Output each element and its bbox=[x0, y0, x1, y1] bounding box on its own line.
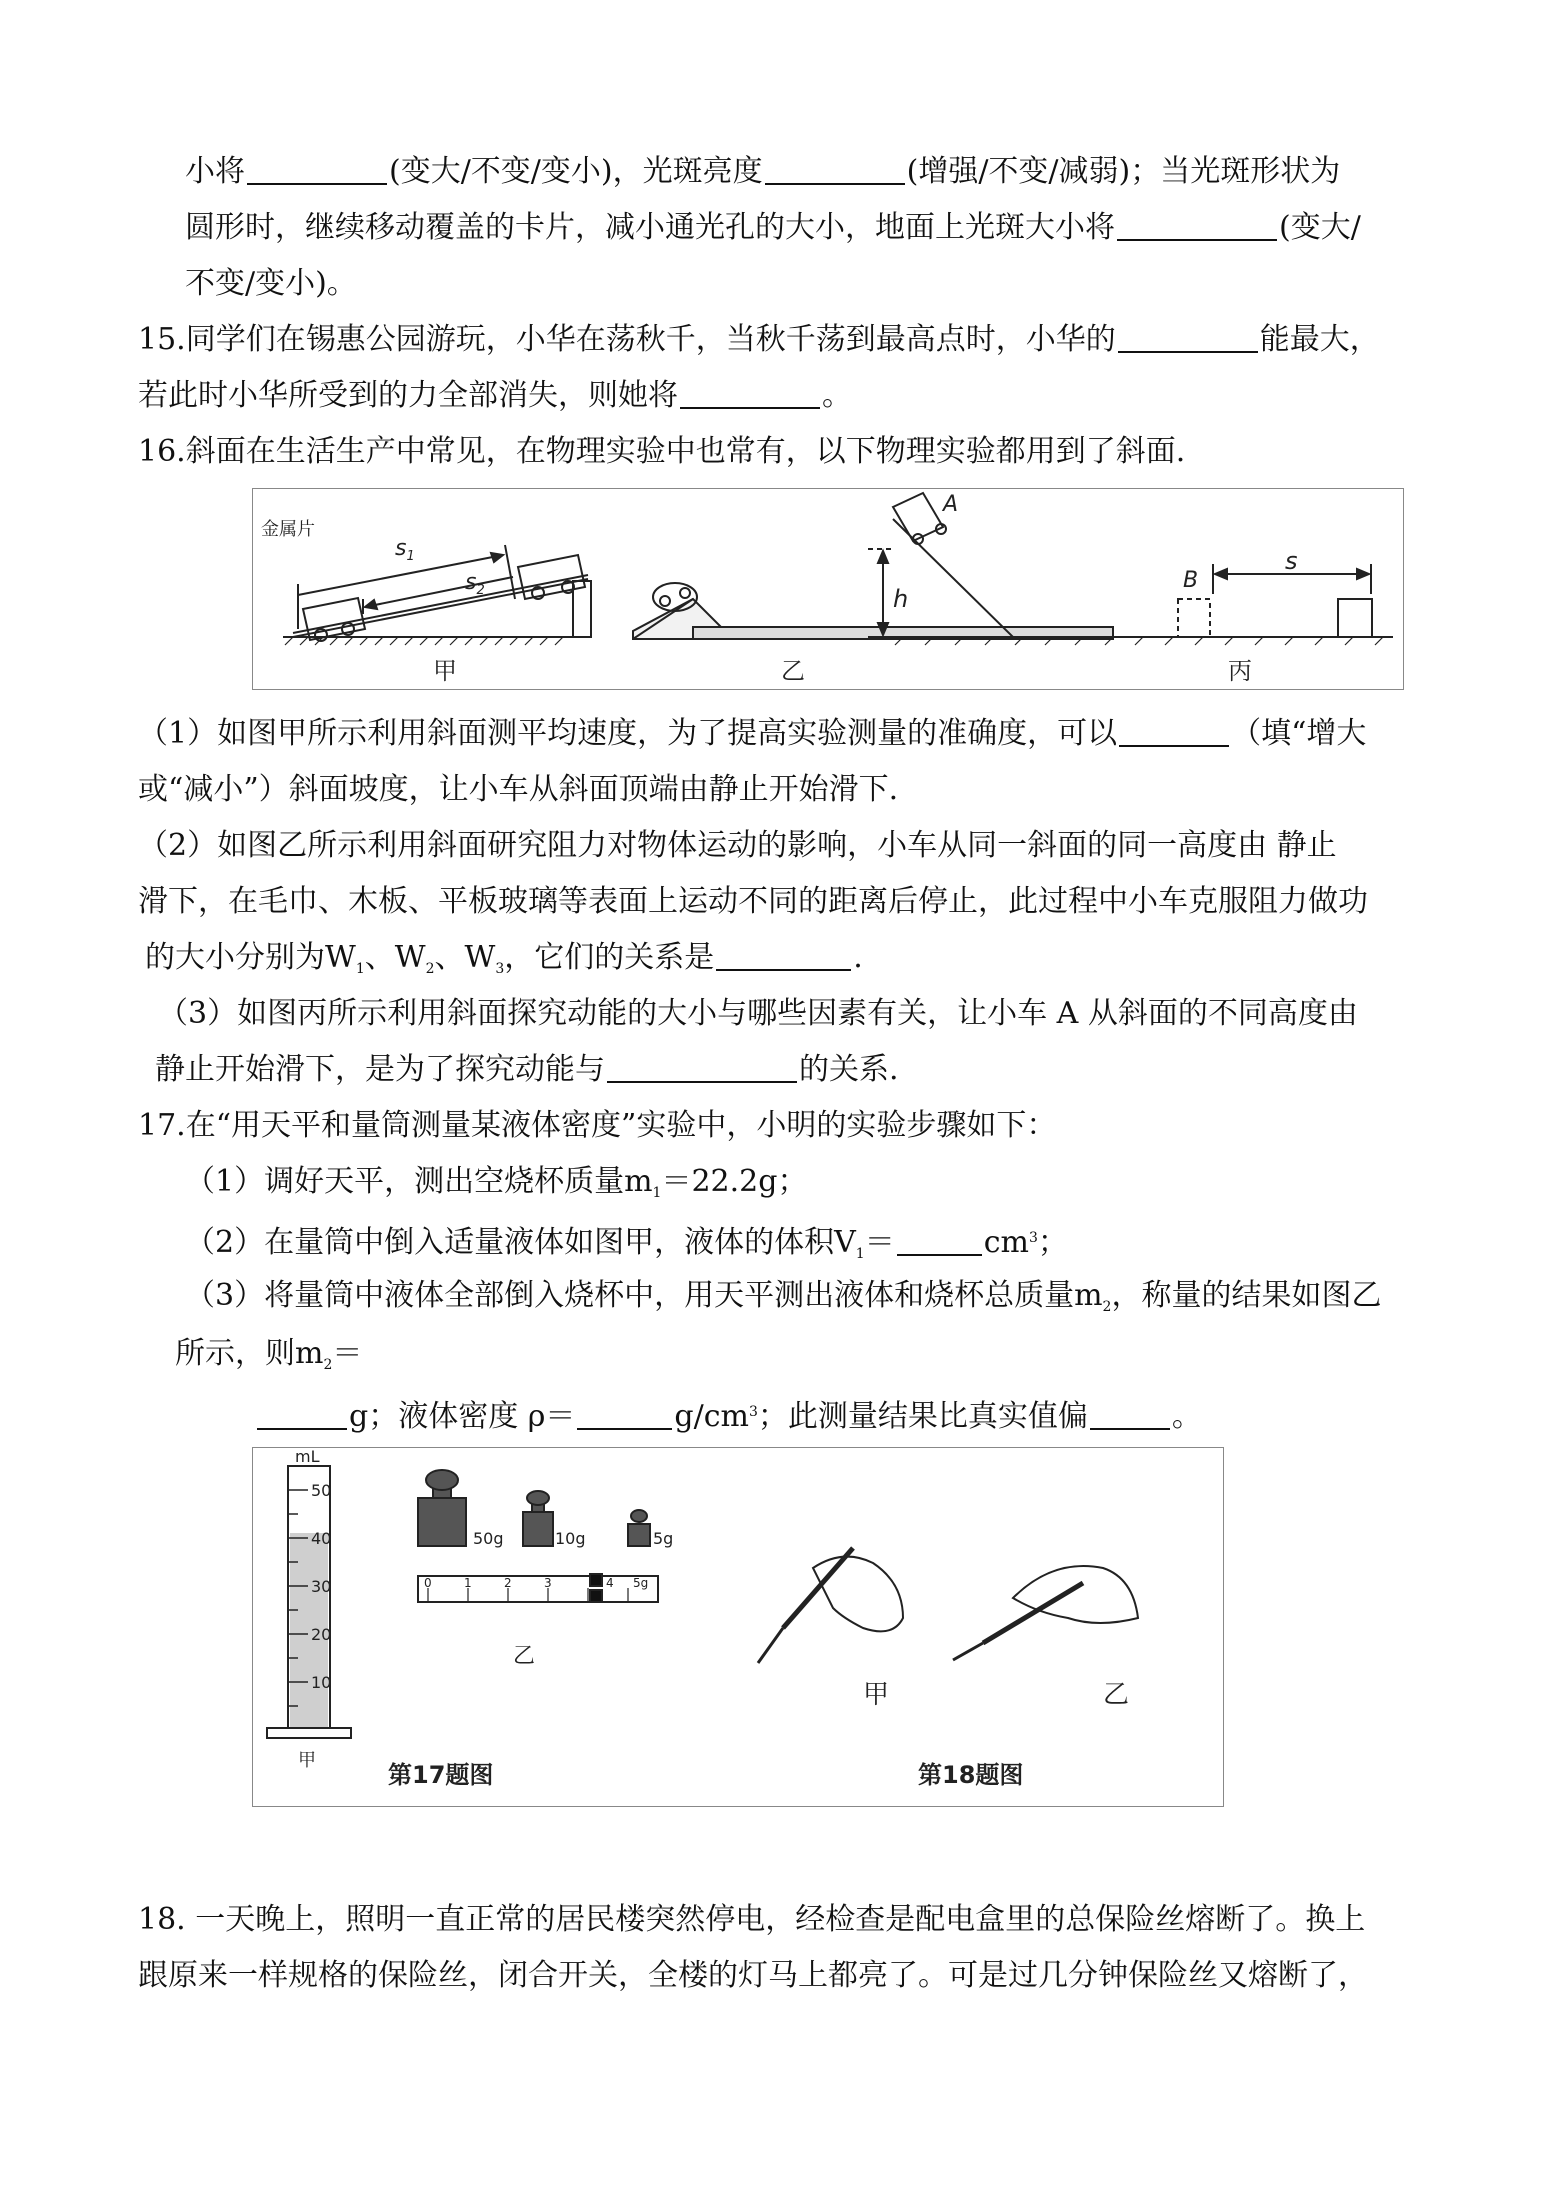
svg-text:s2: $s_2$ bbox=[465, 570, 485, 598]
q16-p1-line-2: 或“减小”）斜面坡度，让小车从斜面顶端由静止开始滑下. bbox=[138, 772, 899, 807]
q16-stem: 16.斜面在生活生产中常见，在物理实验中也常有，以下物理实验都用到了斜面. bbox=[138, 434, 1186, 469]
answer-blank[interactable] bbox=[247, 153, 387, 185]
answer-blank[interactable] bbox=[1117, 209, 1277, 241]
q17-step-3-line-3: g；液体密度 $\rho= g/cm^3$；此测量结果比真实值偏 。 bbox=[255, 1392, 1202, 1437]
q16-p3-line-1: （3）如图丙所示利用斜面探究动能的大小与哪些因素有关，让小车 A 从斜面的不同高度由 bbox=[158, 996, 1358, 1031]
caption-bing: 丙 bbox=[1228, 657, 1252, 685]
svg-text:40: 40 bbox=[311, 1529, 332, 1548]
q18-line-1: 18. 一天晚上，照明一直正常的居民楼突然停电，经检查是配电盒里的总保险丝熔断了。换上 bbox=[138, 1902, 1366, 1937]
answer-blank[interactable] bbox=[577, 1398, 672, 1430]
q16-p2-line-1: （2）如图乙所示利用斜面研究阻力对物体运动的影响，小车从同一斜面的同一高度由 静止 bbox=[138, 828, 1337, 863]
label-A: A bbox=[943, 492, 959, 517]
q17-step-2: （2）在量筒中倒入适量液体如图甲，液体的体积$V_1= cm^3$； bbox=[185, 1225, 1068, 1262]
weight-5g-label: 5g bbox=[653, 1529, 674, 1548]
caption-q18: 第18题图 bbox=[918, 1761, 1024, 1789]
q16-p1-line-1: （1）如图甲所示利用斜面测平均速度，为了提高实验测量的准确度，可以 （填“增大 bbox=[138, 716, 1367, 751]
caption-18-jia: 甲 bbox=[863, 1680, 890, 1710]
svg-text:s1: $s_1$ bbox=[395, 536, 415, 564]
svg-text:1: 1 bbox=[464, 1576, 472, 1590]
q16-p2-line-2: 滑下，在毛巾、木板、平板玻璃等表面上运动不同的距离后停止，此过程中小车克服阻力做功 bbox=[138, 884, 1368, 919]
q17-step-3-line-2: 所示，则$m_2=$ bbox=[175, 1336, 363, 1373]
q17-q18-figure bbox=[252, 1447, 1224, 1807]
cylinder-unit: mL bbox=[295, 1448, 320, 1466]
caption-17-yi: 乙 bbox=[513, 1644, 536, 1669]
caption-17-jia: 甲 bbox=[298, 1750, 316, 1771]
svg-text:10: 10 bbox=[311, 1673, 332, 1692]
svg-text:4: 4 bbox=[606, 1576, 614, 1590]
q15-line-2: 若此时小华所受到的力全部消失，则她将 。 bbox=[138, 378, 852, 413]
weight-50g-label: 50g bbox=[473, 1529, 504, 1548]
q14-line-3: 不变/变小)。 bbox=[185, 266, 357, 301]
svg-text:5g: 5g bbox=[633, 1576, 649, 1590]
answer-blank[interactable] bbox=[1119, 715, 1229, 747]
svg-text:50: 50 bbox=[311, 1481, 332, 1500]
svg-text:2: 2 bbox=[504, 1576, 512, 1590]
q17-stem: 17.在“用天平和量筒测量某液体密度”实验中，小明的实验步骤如下： bbox=[138, 1108, 1057, 1143]
answer-blank[interactable] bbox=[257, 1398, 347, 1430]
q18-line-2: 跟原来一样规格的保险丝，闭合开关，全楼的灯马上都亮了。可是过几分钟保险丝又熔断了， bbox=[138, 1958, 1368, 1993]
svg-text:20: 20 bbox=[311, 1625, 332, 1644]
q17-step-1: （1）调好天平，测出空烧杯质量$m_1=22.2g$； bbox=[185, 1164, 808, 1201]
q16-p3-line-2: 静止开始滑下，是为了探究动能与 的关系. bbox=[155, 1052, 899, 1087]
answer-blank[interactable] bbox=[1118, 321, 1258, 353]
caption-q17: 第17题图 bbox=[388, 1761, 494, 1789]
label-metal-piece: 金属片 bbox=[261, 519, 315, 540]
label-h: h bbox=[893, 585, 909, 613]
weight-10g-label: 10g bbox=[555, 1529, 586, 1548]
caption-18-yi: 乙 bbox=[1103, 1680, 1130, 1710]
q14-line-1: 小将 (变大/不变/变小)，光斑亮度 (增强/不变/减弱)；当光斑形状为 bbox=[185, 154, 1341, 189]
svg-text:3: 3 bbox=[544, 1576, 552, 1590]
q14-line-2: 圆形时，继续移动覆盖的卡片，减小通光孔的大小，地面上光斑大小将 (变大/ bbox=[185, 210, 1361, 245]
answer-blank[interactable] bbox=[680, 377, 820, 409]
answer-blank[interactable] bbox=[1090, 1398, 1170, 1430]
q15-line-1: 15.同学们在锡惠公园游玩，小华在荡秋千，当秋千荡到最高点时，小华的 能最大， bbox=[138, 322, 1380, 357]
q16-figure bbox=[252, 488, 1404, 690]
answer-blank[interactable] bbox=[607, 1051, 797, 1083]
caption-jia: 甲 bbox=[433, 657, 457, 685]
q16-p2-line-3: 的大小分别为$W_1$、$W_2$、$W_3$，它们的关系是 . bbox=[145, 940, 863, 977]
q17-step-3-line-1: （3）将量筒中液体全部倒入烧杯中，用天平测出液体和烧杯总质量$m_2$，称量的结果如图乙 bbox=[185, 1278, 1382, 1315]
answer-blank[interactable] bbox=[897, 1224, 982, 1256]
label-s: s bbox=[1285, 547, 1298, 575]
caption-yi: 乙 bbox=[781, 657, 805, 685]
svg-text:30: 30 bbox=[311, 1577, 332, 1596]
label-B: B bbox=[1183, 568, 1199, 593]
answer-blank[interactable] bbox=[716, 939, 851, 971]
answer-blank[interactable] bbox=[765, 153, 905, 185]
svg-text:0: 0 bbox=[424, 1576, 432, 1590]
